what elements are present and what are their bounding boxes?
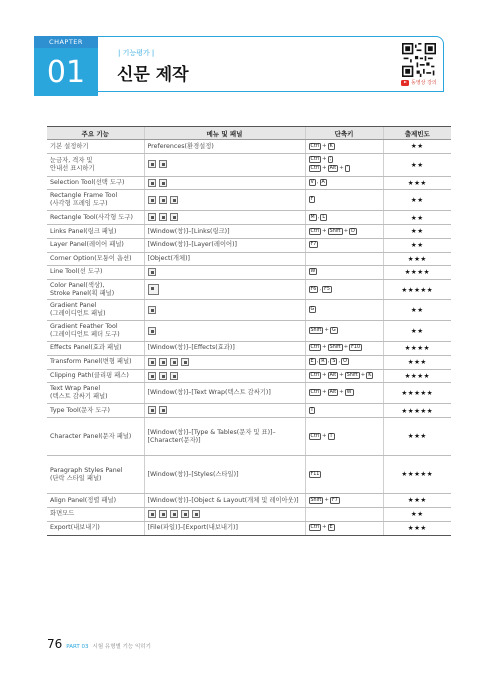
menu-path: [Window(창)]–[Effects(효과)] bbox=[147, 344, 235, 352]
shortcut-cell bbox=[305, 140, 383, 154]
key-separator: + bbox=[322, 432, 327, 439]
keycap: Ctrl bbox=[310, 228, 320, 234]
frequency-rating: ★★ bbox=[383, 153, 451, 176]
function-cell bbox=[47, 225, 144, 239]
tool-icon bbox=[159, 510, 167, 518]
function-label: Type Tool(문자 도구) bbox=[50, 406, 110, 414]
shortcut-combo bbox=[309, 496, 380, 505]
video-lecture-label: 동영상 강의 bbox=[411, 80, 437, 86]
tool-icon bbox=[148, 268, 156, 276]
function-label: (텍스트 감싸기 패널) bbox=[50, 393, 108, 401]
key-separator: + bbox=[339, 372, 344, 379]
keycap: L bbox=[322, 214, 326, 220]
column-header-menu: 메뉴 및 패널 bbox=[144, 127, 305, 140]
menu-path: [Window(창)]–[Object & Layout(개체 및 레이아웃)] bbox=[147, 496, 299, 504]
menu-cell bbox=[144, 321, 305, 342]
function-label: Effects Panel(효과 패널) bbox=[50, 344, 122, 352]
frequency-rating: ★★ bbox=[383, 238, 451, 252]
shortcut-cell bbox=[305, 265, 383, 279]
table-row bbox=[47, 494, 451, 508]
shortcut-combo bbox=[309, 227, 380, 236]
tool-icon bbox=[181, 358, 189, 366]
tool-icon bbox=[148, 406, 156, 414]
column-header-frequency: 출제빈도 bbox=[383, 127, 451, 140]
key-separator: , bbox=[327, 358, 330, 365]
keycap: Ctrl bbox=[310, 390, 320, 396]
keycap: G bbox=[310, 307, 315, 313]
table-row bbox=[47, 211, 451, 225]
keycap: E bbox=[329, 525, 333, 531]
frequency-rating: ★★★ bbox=[383, 355, 451, 369]
function-label: Corner Option(모퉁이 옵션) bbox=[50, 254, 132, 262]
menu-path: [Window(창)]–[Links(링크)] bbox=[147, 227, 230, 235]
keycap: G bbox=[332, 328, 336, 334]
chapter-number: 01 bbox=[34, 48, 98, 96]
shortcut-combo bbox=[309, 389, 380, 398]
table-row bbox=[47, 355, 451, 369]
function-label: Selection Tool(선택 도구) bbox=[50, 179, 125, 187]
function-label: Gradient Feather Tool bbox=[50, 323, 118, 331]
frequency-rating: ★★ bbox=[383, 300, 451, 321]
shortcut-combo bbox=[309, 268, 380, 277]
function-cell bbox=[47, 383, 144, 404]
key-separator: + bbox=[322, 156, 327, 163]
keycap: Shift bbox=[329, 345, 341, 351]
shortcut-cell bbox=[305, 355, 383, 369]
shortcut-combo bbox=[309, 285, 380, 294]
tool-icon bbox=[159, 160, 167, 168]
keycap: ; bbox=[329, 157, 332, 163]
function-label: Rectangle Tool(사각형 도구) bbox=[50, 213, 133, 221]
section-subtitle: | 기능평가 | bbox=[118, 49, 155, 57]
function-cell bbox=[47, 140, 144, 154]
frequency-rating: ★★★★★ bbox=[383, 279, 451, 300]
function-cell bbox=[47, 521, 144, 535]
tool-icon bbox=[170, 372, 178, 380]
tool-icon bbox=[159, 372, 167, 380]
function-cell bbox=[47, 153, 144, 176]
function-cell bbox=[47, 404, 144, 418]
function-cell bbox=[47, 265, 144, 279]
function-label: (그레이디언트 페더 도구) bbox=[50, 331, 120, 339]
function-label: (그레이디언트 패널) bbox=[50, 310, 106, 318]
keycap: W bbox=[310, 269, 316, 275]
table-row bbox=[47, 341, 451, 355]
shortcut-cell bbox=[305, 238, 383, 252]
shortcut-cell bbox=[305, 383, 383, 404]
key-separator: + bbox=[322, 344, 327, 351]
keycap: S bbox=[332, 359, 336, 365]
key-separator: , bbox=[319, 285, 322, 292]
key-separator: + bbox=[339, 389, 344, 396]
frequency-rating: ★★ bbox=[383, 140, 451, 154]
tool-icon bbox=[192, 510, 200, 518]
function-label: Color Panel(색상), bbox=[50, 281, 105, 289]
tool-icon bbox=[170, 510, 178, 518]
menu-cell bbox=[144, 265, 305, 279]
function-cell bbox=[47, 176, 144, 190]
tool-icon bbox=[148, 358, 156, 366]
table-row bbox=[47, 279, 451, 300]
function-label: Layer Panel(레이어 패널) bbox=[50, 241, 124, 249]
column-header-shortcut: 단축키 bbox=[305, 127, 383, 140]
keycap: Ctrl bbox=[310, 166, 320, 172]
menu-path: [Character(문자)] bbox=[147, 436, 201, 444]
tool-icon bbox=[148, 372, 156, 380]
shortcut-cell bbox=[305, 279, 383, 300]
tool-icon bbox=[159, 406, 167, 414]
keycap: Shift bbox=[310, 497, 322, 503]
key-separator: + bbox=[360, 372, 366, 379]
keycap: A bbox=[321, 180, 325, 186]
function-label: Line Tool(선 도구) bbox=[50, 268, 103, 276]
tool-icon bbox=[159, 196, 167, 204]
tool-icon bbox=[148, 284, 159, 295]
function-label: Align Panel(정렬 패널) bbox=[50, 496, 117, 504]
shortcut-combo bbox=[309, 524, 380, 533]
function-label: (단락 스타일 패널) bbox=[50, 474, 102, 482]
frequency-rating: ★★ bbox=[383, 211, 451, 225]
shortcut-combo bbox=[309, 432, 380, 441]
shortcut-cell bbox=[305, 190, 383, 211]
tool-icon bbox=[148, 196, 156, 204]
shortcut-combo bbox=[309, 306, 380, 315]
shortcut-combo bbox=[309, 358, 380, 367]
frequency-rating: ★★★ bbox=[383, 176, 451, 190]
table-row bbox=[47, 176, 451, 190]
keycap: M bbox=[310, 214, 315, 220]
book-section-label: 시험 유형별 기능 익히기 bbox=[92, 644, 151, 650]
tool-icon bbox=[170, 196, 178, 204]
keycap: T bbox=[310, 407, 314, 413]
function-label: Transform Panel(변형 패널) bbox=[50, 358, 132, 366]
keycap: F bbox=[310, 197, 314, 203]
keycap: Ctrl bbox=[310, 433, 320, 439]
menu-path: [Window(창)]–[Layer(레이어)] bbox=[147, 241, 238, 249]
function-cell bbox=[47, 211, 144, 225]
menu-cell bbox=[144, 300, 305, 321]
frequency-rating: ★★★★★ bbox=[383, 404, 451, 418]
frequency-rating: ★★★★★ bbox=[383, 383, 451, 404]
key-separator: + bbox=[322, 524, 327, 531]
menu-cell bbox=[144, 383, 305, 404]
shortcut-cell bbox=[305, 404, 383, 418]
shortcut-combo bbox=[309, 327, 380, 336]
shortcut-cell bbox=[305, 300, 383, 321]
key-separator: + bbox=[343, 227, 349, 234]
shortcut-combo bbox=[309, 165, 380, 174]
video-lecture-link[interactable] bbox=[401, 79, 437, 86]
keycap: E bbox=[310, 359, 314, 365]
part-label: PART 03 bbox=[66, 644, 89, 650]
shortcut-combo bbox=[309, 241, 380, 250]
shortcut-cell bbox=[305, 418, 383, 456]
shortcut-combo bbox=[309, 196, 380, 205]
tool-icon bbox=[148, 306, 156, 314]
shortcut-cell bbox=[305, 225, 383, 239]
table-row bbox=[47, 153, 451, 176]
keycap: D bbox=[351, 228, 355, 234]
frequency-rating: ★★ bbox=[383, 190, 451, 211]
tool-icon bbox=[148, 179, 156, 187]
shortcut-cell bbox=[305, 153, 383, 176]
table-body bbox=[47, 140, 451, 536]
frequency-rating: ★★★★★ bbox=[383, 456, 451, 494]
qr-code-icon[interactable] bbox=[402, 43, 436, 77]
shortcut-cell bbox=[305, 369, 383, 383]
key-separator: + bbox=[322, 389, 327, 396]
table-row bbox=[47, 300, 451, 321]
menu-cell bbox=[144, 238, 305, 252]
table-row bbox=[47, 321, 451, 342]
function-label: Paragraph Styles Panel bbox=[50, 466, 123, 474]
key-separator: + bbox=[339, 165, 344, 172]
shortcut-combo bbox=[309, 179, 380, 188]
table-row bbox=[47, 140, 451, 154]
shortcut-combo bbox=[309, 470, 380, 479]
menu-cell bbox=[144, 341, 305, 355]
function-cell bbox=[47, 456, 144, 494]
keycap: Ctrl bbox=[310, 345, 320, 351]
function-cell bbox=[47, 238, 144, 252]
key-separator: + bbox=[322, 142, 327, 149]
keycap: F7 bbox=[332, 497, 338, 503]
keycap: O bbox=[343, 359, 347, 365]
key-separator: + bbox=[322, 165, 327, 172]
key-separator: , bbox=[316, 358, 319, 365]
key-separator: + bbox=[322, 372, 327, 379]
frequency-rating: ★★ bbox=[383, 321, 451, 342]
menu-cell bbox=[144, 521, 305, 535]
function-label: Character Panel(문자 패널) bbox=[50, 432, 132, 440]
youtube-icon bbox=[401, 80, 409, 86]
key-separator: + bbox=[322, 227, 327, 234]
menu-cell bbox=[144, 404, 305, 418]
keycap: F5 bbox=[324, 286, 330, 292]
table-row bbox=[47, 418, 451, 456]
frequency-rating: ★★★★ bbox=[383, 265, 451, 279]
table-row bbox=[47, 190, 451, 211]
key-separator: , bbox=[317, 213, 320, 220]
key-separator: + bbox=[324, 327, 330, 334]
tool-icon bbox=[148, 160, 156, 168]
shortcut-cell bbox=[305, 341, 383, 355]
function-cell bbox=[47, 418, 144, 456]
table-row bbox=[47, 225, 451, 239]
function-label: Clipping Path(클리핑 패스) bbox=[50, 372, 129, 380]
shortcut-combo bbox=[309, 372, 380, 381]
function-cell bbox=[47, 369, 144, 383]
shortcut-cell bbox=[305, 494, 383, 508]
function-label: Stroke Panel(획 패널) bbox=[50, 289, 115, 297]
menu-cell bbox=[144, 153, 305, 176]
frequency-rating: ★★★★ bbox=[383, 341, 451, 355]
function-label: 화면모드 bbox=[50, 510, 75, 518]
table-row bbox=[47, 369, 451, 383]
menu-cell bbox=[144, 507, 305, 521]
shortcut-cell bbox=[305, 211, 383, 225]
keycap: Shift bbox=[346, 373, 358, 379]
function-cell bbox=[47, 300, 144, 321]
keycap: Alt bbox=[329, 390, 337, 396]
tool-icon bbox=[159, 358, 167, 366]
keycap: F10 bbox=[351, 345, 361, 351]
keycap: R bbox=[321, 359, 325, 365]
page-number: 76 bbox=[47, 637, 63, 651]
shortcut-combo bbox=[309, 406, 380, 415]
frequency-rating: ★★★ bbox=[383, 418, 451, 456]
shortcut-cell bbox=[305, 507, 383, 521]
table-row bbox=[47, 404, 451, 418]
function-label: (사각형 프레임 도구) bbox=[50, 200, 108, 208]
menu-cell bbox=[144, 225, 305, 239]
tool-icon bbox=[181, 510, 189, 518]
menu-cell bbox=[144, 279, 305, 300]
menu-cell bbox=[144, 494, 305, 508]
frequency-rating: ★★ bbox=[383, 507, 451, 521]
shortcut-cell bbox=[305, 456, 383, 494]
frequency-rating: ★★★ bbox=[383, 494, 451, 508]
function-cell bbox=[47, 279, 144, 300]
table-row bbox=[47, 238, 451, 252]
keycap: Shift bbox=[329, 228, 341, 234]
chapter-label: CHAPTER bbox=[34, 36, 98, 48]
function-label: 안내선 표시하기 bbox=[50, 164, 95, 172]
keycap: Ctrl bbox=[310, 525, 320, 531]
frequency-rating: ★★★ bbox=[383, 252, 451, 265]
function-label: Rectangle Frame Tool bbox=[50, 192, 118, 200]
menu-cell bbox=[144, 176, 305, 190]
table-row bbox=[47, 507, 451, 521]
function-label: Gradient Panel bbox=[50, 302, 97, 310]
keycap: Ctrl bbox=[310, 143, 320, 149]
keycap: Ctrl bbox=[310, 157, 320, 163]
shortcut-combo bbox=[309, 156, 380, 165]
tool-icon bbox=[148, 213, 156, 221]
tool-icon bbox=[159, 213, 167, 221]
function-label: Text Wrap Panel bbox=[50, 385, 101, 393]
frequency-rating: ★★ bbox=[383, 225, 451, 239]
key-separator: + bbox=[324, 496, 330, 503]
function-cell bbox=[47, 507, 144, 521]
keycap: F11 bbox=[310, 471, 320, 477]
table-row bbox=[47, 521, 451, 535]
keycap: V bbox=[310, 180, 314, 186]
key-separator: + bbox=[343, 344, 349, 351]
keycap: K bbox=[329, 143, 333, 149]
keycap: T bbox=[329, 433, 333, 439]
function-label: Export(내보내기) bbox=[50, 524, 100, 532]
shortcut-cell bbox=[305, 252, 383, 265]
shortcut-combo bbox=[309, 344, 380, 353]
tool-icon bbox=[159, 179, 167, 187]
function-label: Links Panel(링크 패널) bbox=[50, 227, 117, 235]
shortcut-combo bbox=[309, 142, 380, 151]
tool-icon bbox=[148, 327, 156, 335]
page-footer bbox=[47, 637, 151, 651]
frequency-rating: ★★★ bbox=[383, 521, 451, 535]
shortcut-cell bbox=[305, 321, 383, 342]
menu-cell bbox=[144, 456, 305, 494]
table-row bbox=[47, 252, 451, 265]
menu-cell bbox=[144, 190, 305, 211]
function-cell bbox=[47, 494, 144, 508]
menu-cell bbox=[144, 252, 305, 265]
table-row bbox=[47, 265, 451, 279]
keycap: Alt bbox=[329, 166, 337, 172]
column-header-function: 주요 기능 bbox=[47, 127, 144, 140]
keycap: F6 bbox=[310, 286, 317, 292]
menu-path: [Object(개체)] bbox=[147, 254, 191, 262]
tool-icon bbox=[170, 358, 178, 366]
key-separator: , bbox=[316, 179, 319, 186]
function-label: 기본 설정하기 bbox=[50, 142, 89, 150]
shortcut-cell bbox=[305, 521, 383, 535]
function-cell bbox=[47, 341, 144, 355]
table-header-row bbox=[47, 127, 451, 140]
shortcut-cell bbox=[305, 176, 383, 190]
shortcut-combo bbox=[309, 213, 380, 222]
tool-icon bbox=[148, 510, 156, 518]
keycap: Shift bbox=[310, 328, 322, 334]
keycap: Alt bbox=[329, 373, 337, 379]
keycap: W bbox=[346, 390, 352, 396]
function-cell bbox=[47, 252, 144, 265]
menu-path: [Window(창)]–[Styles(스타일)] bbox=[147, 470, 239, 478]
menu-cell bbox=[144, 211, 305, 225]
key-separator: , bbox=[338, 358, 341, 365]
menu-path: [Window(창)]–[Text Wrap(텍스트 감싸기)] bbox=[147, 389, 271, 397]
tool-icon bbox=[170, 213, 178, 221]
menu-path: [File(파일)]–[Export(내보내기)] bbox=[147, 524, 238, 532]
keycap: Ctrl bbox=[310, 373, 320, 379]
menu-cell bbox=[144, 355, 305, 369]
menu-cell bbox=[144, 369, 305, 383]
table-row bbox=[47, 383, 451, 404]
function-label: 눈금자, 격자 및 bbox=[50, 156, 93, 164]
menu-cell bbox=[144, 418, 305, 456]
frequency-rating: ★★★★ bbox=[383, 369, 451, 383]
table-row bbox=[47, 456, 451, 494]
function-cell bbox=[47, 321, 144, 342]
keycap: ' bbox=[346, 166, 349, 172]
shortcut-table bbox=[47, 126, 451, 536]
page-title: 신문 제작 bbox=[117, 65, 189, 85]
function-cell bbox=[47, 190, 144, 211]
keycap: K bbox=[368, 373, 372, 379]
function-cell bbox=[47, 355, 144, 369]
menu-path: [Window(창)]–[Type & Tables(문자 및 표)]– bbox=[147, 428, 276, 436]
keycap: F7 bbox=[310, 242, 317, 248]
menu-path: Preferences(환경설정) bbox=[147, 142, 214, 150]
menu-cell bbox=[144, 140, 305, 154]
